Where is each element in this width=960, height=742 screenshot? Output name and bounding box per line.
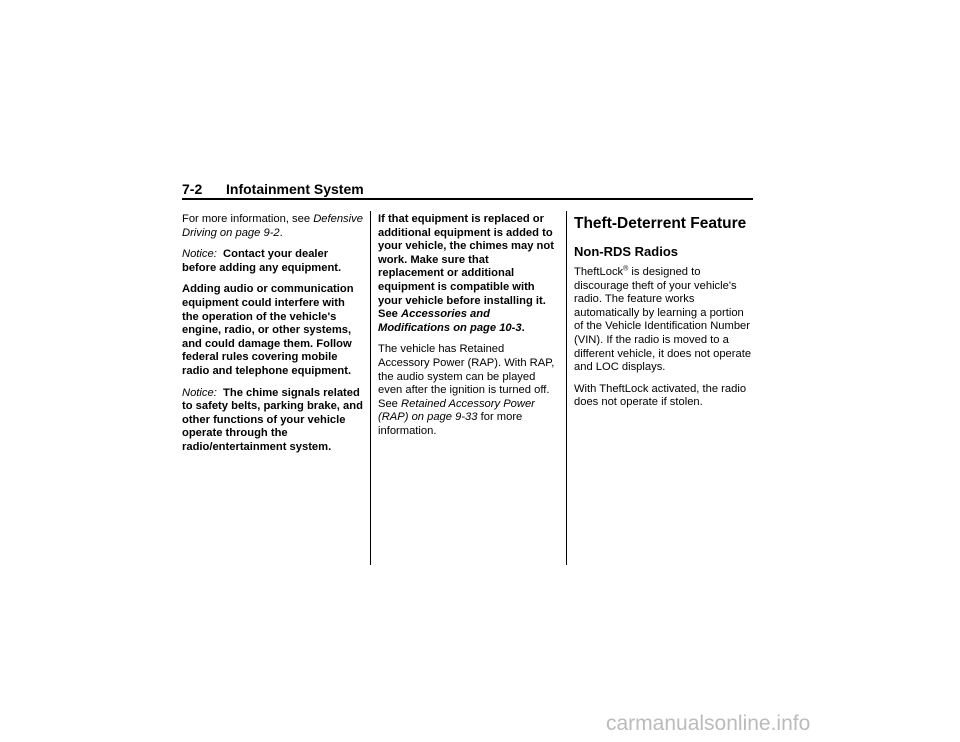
notice-chime-signals: Notice: The chime signals related to safety belts, parking brake, and other functions of your vehicle operate through the radio/entertainment system. [182, 386, 363, 453]
cross-reference-link[interactable]: Defensive Driving on page 9-2 [182, 213, 363, 239]
column-3 [574, 213, 756, 418]
notice-label: Notice: [182, 386, 217, 399]
paragraph-equipment-replaced: If that equipment is replaced or additional equipment is added to your vehicle, the chimes may not work. Make sure that replacement or additional equipment is compatible with your vehicle before installing it. See Accessories and Modifications on page 10-3. [378, 213, 554, 334]
notice-dealer: Notice: Contact your dealer before adding any equipment. [182, 248, 342, 274]
column-2 [378, 213, 556, 447]
sub-heading: Non-RDS Radios [574, 244, 678, 259]
page-header [182, 180, 753, 198]
column-divider-2 [566, 211, 567, 565]
page-number: 7-2 [182, 181, 203, 197]
header-rule [182, 198, 753, 200]
notice-audio-equipment: Adding audio or communication equipment could interfere with the operation of the vehicle's engine, radio, or other systems, and could damage them. Follow federal rules covering mobile radio and telephone equipment. [182, 283, 354, 377]
cross-reference-link[interactable]: Accessories and Modifications on page 10-3 [378, 308, 522, 334]
column-divider-1 [370, 211, 371, 565]
notice-label: Notice: [182, 248, 217, 261]
paragraph-more-info: For more information, see Defensive Driving on page 9-2. [182, 213, 363, 239]
column-1 [182, 213, 364, 463]
paragraph-rap: The vehicle has Retained Accessory Power (RAP). With RAP, the audio system can be played even after the ignition is turned off. See Retained Accessory Power (RAP) on page 9-33 for more information. [378, 343, 555, 437]
cross-reference-link[interactable]: Retained Accessory Power (RAP) on page 9-33 [378, 397, 535, 424]
watermark: carmanualsonline.info [606, 712, 811, 735]
registered-mark: ® [623, 265, 629, 273]
section-heading: Theft-Deterrent Feature [574, 215, 747, 232]
section-title: Infotainment System [226, 181, 364, 197]
paragraph-theftlock: TheftLock® is designed to discourage theft of your vehicle's radio. The feature works automatically by learning a portion of the Vehicle Identification Number (VIN). If the radio is moved to a different vehicle, it does not operate and LOC displays. [574, 265, 752, 374]
paragraph-theftlock-activated: With TheftLock activated, the radio does not operate if stolen. [574, 382, 747, 409]
